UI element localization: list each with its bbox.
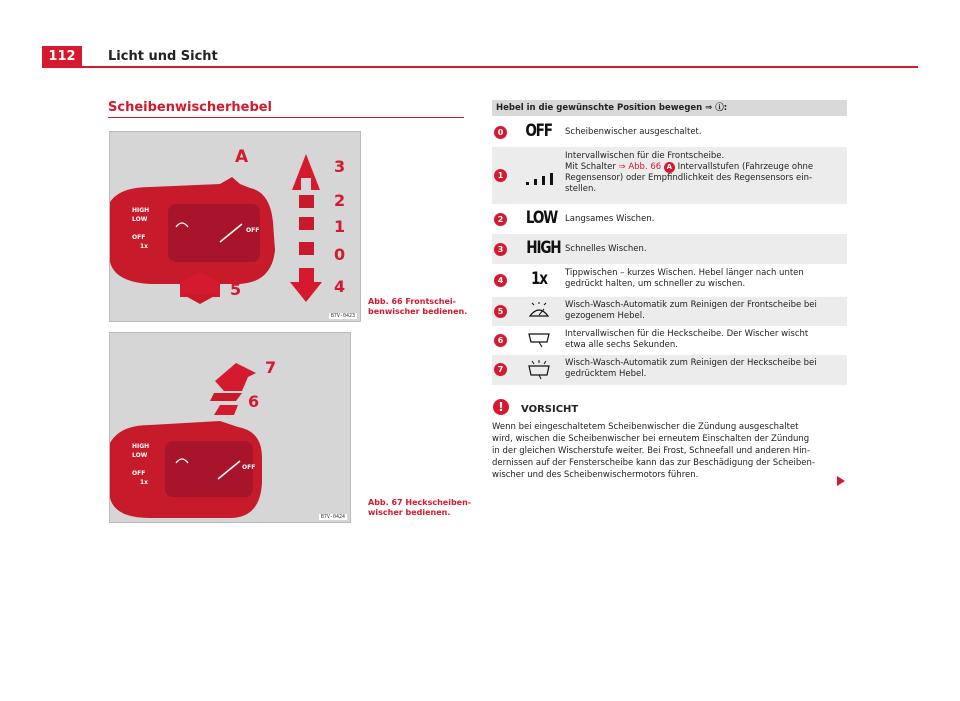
warning-title: VORSICHT [521, 404, 579, 415]
table-row: 3 HIGH Schnelles Wischen. [492, 234, 847, 264]
front-wiper-lever-illustration [110, 132, 360, 321]
lever-high: HIGH [132, 207, 150, 214]
rear-wiper-lever-illustration [110, 333, 350, 522]
lever-off: OFF [132, 470, 146, 477]
front-wash-icon [522, 302, 556, 324]
rear-wiper-icon [522, 331, 556, 353]
label-1: 1 [334, 217, 346, 236]
position-number: 0 [494, 126, 507, 139]
lever-high: HIGH [132, 443, 150, 450]
lever-off-switch: OFF [242, 464, 256, 471]
figure-link[interactable]: ⇒ Abb. 66 [618, 162, 662, 172]
figure-code: B7V-0424 [320, 514, 345, 520]
page-number: 112 [42, 46, 82, 68]
figure-front-wiper [109, 131, 361, 322]
off-icon: OFF [525, 121, 553, 141]
figure-rear-wiper [109, 332, 351, 523]
label-0: 0 [334, 245, 346, 264]
chapter-title: Licht und Sicht [108, 49, 218, 64]
label-2: 2 [334, 191, 346, 210]
table-row: 2 LOW Langsames Wischen. [492, 204, 847, 234]
low-icon: LOW [525, 208, 558, 228]
position-number: 7 [494, 363, 507, 376]
position-number: 4 [494, 274, 507, 287]
section-title: Scheibenwischerhebel [108, 100, 273, 115]
high-icon: HIGH [526, 238, 561, 258]
lever-1x: 1x [140, 243, 149, 250]
position-number: 5 [494, 305, 507, 318]
label-A: A [235, 147, 249, 167]
table-header: Hebel in die gewünschte Position bewegen ⇒ ⓘ: [492, 100, 847, 116]
table-row: 4 1x Tippwischen – kurzes Wischen. Hebel länger nach unten gedrückt halten, um schneller zu wischen. [492, 264, 847, 297]
label-6: 6 [248, 392, 260, 411]
position-number: 1 [494, 169, 507, 182]
single-wipe-icon: 1x [531, 269, 547, 289]
position-number: 6 [494, 334, 507, 347]
marker-a: A [664, 162, 675, 173]
table-row: 0 OFF Scheibenwischer ausgeschaltet. [492, 117, 847, 147]
position-number: 2 [494, 213, 507, 226]
figure-67-caption: Abb. 67 Heckscheiben- wischer bedienen. [368, 498, 472, 517]
lever-off-switch: OFF [246, 227, 260, 234]
label-7: 7 [265, 358, 277, 377]
rear-wash-icon [522, 360, 556, 384]
warning-text: Wenn bei eingeschaltetem Scheibenwischer die Zündung ausgeschaltet wird, wischen die Scheibenwischer bei erneutem Einschalten der Zündung in der gleichen Wischerstufe weiter. Bei Frost, Schneefall und anderen Hin- dernissen auf der Fensterscheibe kann das zur Beschädigung der Scheiben- wischer und des Scheibenwischermotors führen. [492, 422, 815, 480]
lever-low: LOW [132, 216, 148, 223]
lever-1x: 1x [140, 479, 149, 486]
table-row: 7 Wisch-Wasch-Automatik zum Reinigen der Heckscheibe bei gedrücktem Hebel. [492, 355, 847, 385]
figure-66-caption: Abb. 66 Frontschei- benwischer bedienen. [368, 297, 468, 316]
label-5: 5 [230, 280, 242, 299]
lever-low: LOW [132, 452, 148, 459]
interval-bars-icon [522, 171, 556, 190]
figure-code: B7V-0423 [330, 313, 355, 319]
continue-arrow-icon [837, 476, 845, 486]
warning-icon: ! [493, 399, 509, 415]
lever-off: OFF [132, 234, 146, 241]
table-row: 5 Wisch-Wasch-Automatik zum Reinigen der Frontscheibe bei gezogenem Hebel. [492, 297, 847, 326]
table-row: 6 Intervallwischen für die Heckscheibe. Der Wischer wischt etwa alle sechs Sekunden. [492, 326, 847, 355]
label-4: 4 [334, 277, 346, 296]
table-row: 1 Intervallwischen für die Frontscheibe. Mit Schalter ⇒ Abb. 66 A Intervallstufen (Fahrzeuge ohne Regensensor) oder Empfindlichkeit des Regensensors ein- stellen. [492, 147, 847, 204]
label-3: 3 [334, 157, 346, 176]
header-divider [42, 66, 918, 68]
position-number: 3 [494, 243, 507, 256]
section-divider [108, 117, 464, 118]
